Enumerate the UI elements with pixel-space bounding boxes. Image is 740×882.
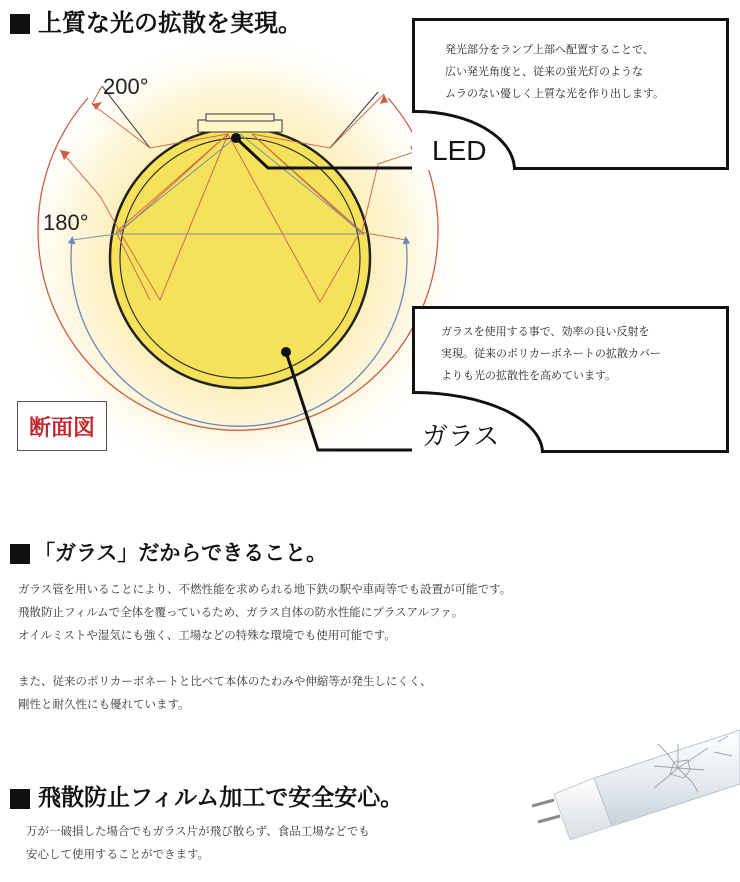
led-callout <box>412 18 729 170</box>
glass-callout-line: よりも光の拡散性を高めています。 <box>441 369 617 382</box>
cross-section-label <box>17 401 107 451</box>
section2-paragraph: ガラス管を用いることにより、不燃性能を求められる地下鉄の駅や車両等でも設置が可能です。 <box>18 582 512 596</box>
section2-paragraph: オイルミストや湿気にも強く、工場などの特殊な環境でも使用可能です。 <box>18 628 396 642</box>
glass-callout-line: ガラスを使用する事で、効率の良い反射を <box>441 325 650 338</box>
led-callout-line: 発光部分をランプ上部へ配置することで、 <box>445 43 654 56</box>
section2-title: 「ガラス」だからできること。 <box>34 541 328 565</box>
glass-callout-text <box>415 309 726 387</box>
glass-callout <box>412 306 729 453</box>
angle-200-label: 200° <box>103 74 149 99</box>
section3-paragraph: 安心して使用することができます。 <box>26 847 210 861</box>
glass-callout-line: 実現。従来のポリカーボネートの拡散カバー <box>441 347 661 360</box>
square-bullet-icon <box>10 789 30 809</box>
section2-paragraph: また、従来のポリカーボネートと比べて本体のたわみや伸縮等が発生しにくく、 <box>18 674 432 688</box>
angle-180-label: 180° <box>43 210 89 235</box>
square-bullet-icon <box>10 544 30 564</box>
section3-heading <box>10 782 403 814</box>
section2-paragraph: 飛散防止フィルムで全体を覆っているため、ガラス自体の防水性能にプラスアルファ。 <box>18 605 464 619</box>
section1-heading <box>10 6 302 40</box>
cross-section-text: 断面図 <box>28 415 95 441</box>
section3-title: 飛散防止フィルム加工で安全安心。 <box>38 785 404 811</box>
led-callout-line: ムラのない優しく上質な光を作り出します。 <box>445 87 665 100</box>
led-tab-label: LED <box>432 135 487 166</box>
section3-paragraph: 万が一破損した場合でもガラス片が飛び散らず、食品工場などでも <box>26 824 370 838</box>
square-bullet-icon <box>10 14 30 34</box>
glass-tab <box>412 391 544 453</box>
section1-title: 上質な光の拡散を実現。 <box>38 9 302 37</box>
section2-paragraph: 剛性と耐久性にも優れています。 <box>18 697 190 711</box>
glass-tab-label: ガラス <box>422 422 500 452</box>
led-callout-line: 広い発光角度と、従来の蛍光灯のような <box>445 65 643 78</box>
led-board <box>198 120 282 132</box>
cracked-tube-image <box>528 722 740 846</box>
section2-body <box>18 578 511 716</box>
section3-body <box>26 820 370 866</box>
led-tab <box>412 110 516 170</box>
led-callout-text <box>415 21 726 105</box>
section2-heading <box>10 538 327 568</box>
